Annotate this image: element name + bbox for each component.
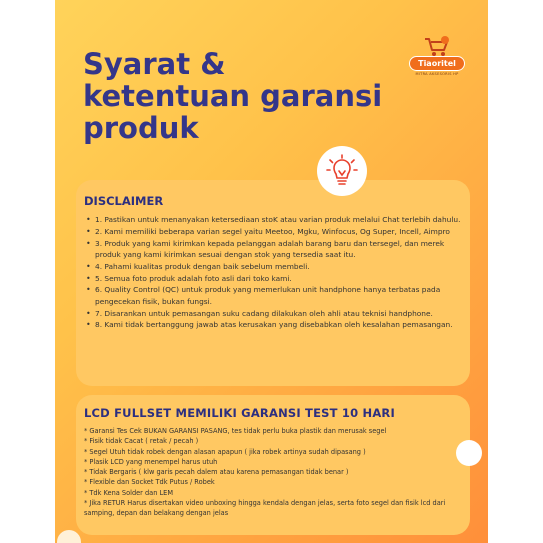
lightbulb-icon — [326, 154, 358, 188]
shopping-cart-icon — [423, 36, 451, 58]
list-item: • 2. Kami memiliki beberapa varian segel yaitu Meetoo, Mgku, Winfocus, Og Super, Incell, Aimpro — [84, 226, 464, 237]
disclaimer-card — [76, 180, 470, 386]
list-item: • 8. Kami tidak bertanggung jawab atas kerusakan yang disebabkan oleh kesalahan pemasangan. — [84, 319, 464, 330]
list-item: * Fisik tidak Cacat ( retak / pecah ) — [84, 437, 199, 446]
list-item: • 7. Disarankan untuk pemasangan suku cadang dilakukan oleh ahli atau teknisi handphone. — [84, 308, 464, 319]
lightbulb-badge — [317, 146, 367, 196]
disclaimer-heading: DISCLAIMER — [84, 194, 164, 208]
list-item: • 4. Pahami kualitas produk dengan baik sebelum membeli. — [84, 261, 464, 272]
warranty-heading: LCD FULLSET MEMILIKI GARANSI TEST 10 HARI — [84, 406, 395, 420]
warranty-list — [84, 426, 469, 519]
list-item: • 6. Quality Control (QC) untuk produk yang memerlukan unit handphone hanya terbatas pada pengecekan fisik, bukan fungsi. — [84, 284, 464, 307]
list-item: * Jika RETUR Harus disertakan video unboxing hingga kendala dengan jelas, serta foto segel dan fisik lcd dari samping, depan dan belakang dengan jelas — [84, 499, 446, 518]
title-line: produk — [83, 111, 199, 145]
title-line: ketentuan garansi — [83, 79, 383, 113]
brand-logo — [409, 36, 465, 82]
title-line: Syarat & — [83, 47, 226, 81]
poster — [55, 0, 488, 543]
decorative-dot — [57, 530, 81, 543]
list-item: * Tdk Kena Solder dan LEM — [84, 488, 174, 497]
list-item: • 3. Produk yang kami kirimkan kepada pelanggan adalah barang baru dan tersegel, dan merek produk yang kami kirimkan sesuai dengan stok yang tersedia saat itu. — [84, 238, 464, 261]
brand-subtitle: MITRA AKSESORIS HP — [415, 72, 459, 76]
brand-name: Tiaoritel — [409, 56, 465, 71]
page-title — [83, 48, 403, 144]
list-item: * Tidak Bergaris ( klw garis pecah dalem atau karena pemasangan tidak benar ) — [84, 468, 349, 477]
warranty-card — [76, 395, 470, 535]
disclaimer-list — [84, 214, 464, 331]
list-item: * Segel Utuh tidak robek dengan alasan apapun ( jika robek artinya sudah dipasang ) — [84, 447, 366, 456]
list-item: • 5. Semua foto produk adalah foto asli dari toko kami. — [84, 273, 464, 284]
decorative-dot — [456, 440, 482, 466]
list-item: • 1. Pastikan untuk menanyakan ketersediaan stoK atau varian produk melalui Chat terlebih dahulu. — [84, 214, 464, 225]
list-item: * Plasik LCD yang menempel harus utuh — [84, 457, 218, 466]
list-item: * Garansi Tes Cek BUKAN GARANSI PASANG, tes tidak perlu buka plastik dan merusak segel — [84, 427, 387, 435]
list-item: * Flexible dan Socket Tdk Putus / Robek — [84, 478, 215, 487]
